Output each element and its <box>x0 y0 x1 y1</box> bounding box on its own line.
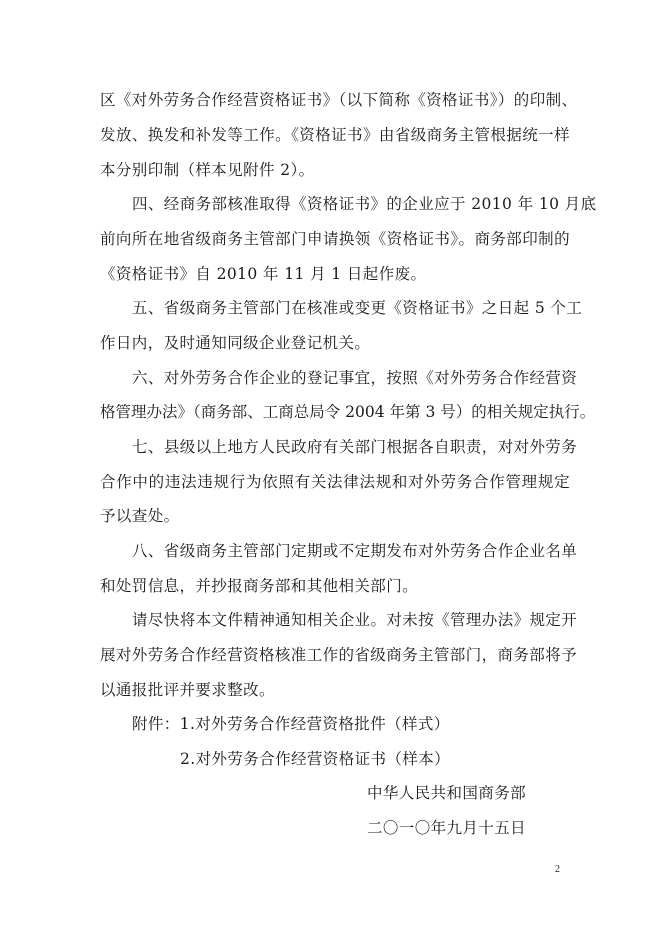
paragraph-line: 予以查处。 <box>100 507 180 525</box>
paragraph-line: 发放、换发和补发等工作。《资格证书》由省级商务主管根据统一样 <box>100 126 570 144</box>
paragraph-line: 区《对外劳务合作经营资格证书》（以下简称《资格证书》）的印制、 <box>100 91 578 109</box>
paragraph-line: 本分别印制（样本见附件 2）。 <box>100 161 315 179</box>
paragraph-line: 展对外劳务合作经营资格核准工作的省级商务主管部门，商务部将予 <box>100 646 578 664</box>
paragraph-line: 格管理办法》（商务部、工商总局令 2004 年第 3 号）的相关规定执行。 <box>100 403 596 421</box>
paragraph-line: 七、县级以上地方人民政府有关部门根据各自职责，对对外劳务 <box>132 438 578 456</box>
paragraph-line: 和处罚信息，并抄报商务部和其他相关部门。 <box>100 577 419 595</box>
paragraph-line: 前向所在地省级商务主管部门申请换领《资格证书》。商务部印制的 <box>100 230 570 248</box>
paragraph-line: 六、对外劳务合作企业的登记事宜，按照《对外劳务合作经营资 <box>132 369 578 387</box>
paragraph-line: 请尽快将本文件精神通知相关企业。对未按《管理办法》规定开 <box>132 611 578 629</box>
paragraph-line: 以通报批评并要求整改。 <box>100 681 275 699</box>
attachment-line: 2.对外劳务合作经营资格证书（样本） <box>180 750 450 768</box>
paragraph-line: 合作中的违法违规行为依照有关法律法规和对外劳务合作管理规定 <box>100 473 570 491</box>
attachment-line: 附件：1.对外劳务合作经营资格批件（样式） <box>132 715 450 733</box>
paragraph-line: 《资格证书》自 2010 年 11 月 1 日起作废。 <box>100 265 427 283</box>
paragraph-line: 八、省级商务主管部门定期或不定期发布对外劳务合作企业名单 <box>132 542 578 560</box>
page-number: 2 <box>555 864 560 875</box>
paragraph-line: 四、经商务部核准取得《资格证书》的企业应于 2010 年 10 月底 <box>132 195 597 213</box>
paragraph-line: 作日内，及时通知同级企业登记机关。 <box>100 334 371 352</box>
issue-date: 二〇一〇年九月十五日 <box>367 819 527 837</box>
issuer-name: 中华人民共和国商务部 <box>367 784 527 802</box>
paragraph-line: 五、省级商务主管部门在核准或变更《资格证书》之日起 5 个工 <box>132 299 583 317</box>
